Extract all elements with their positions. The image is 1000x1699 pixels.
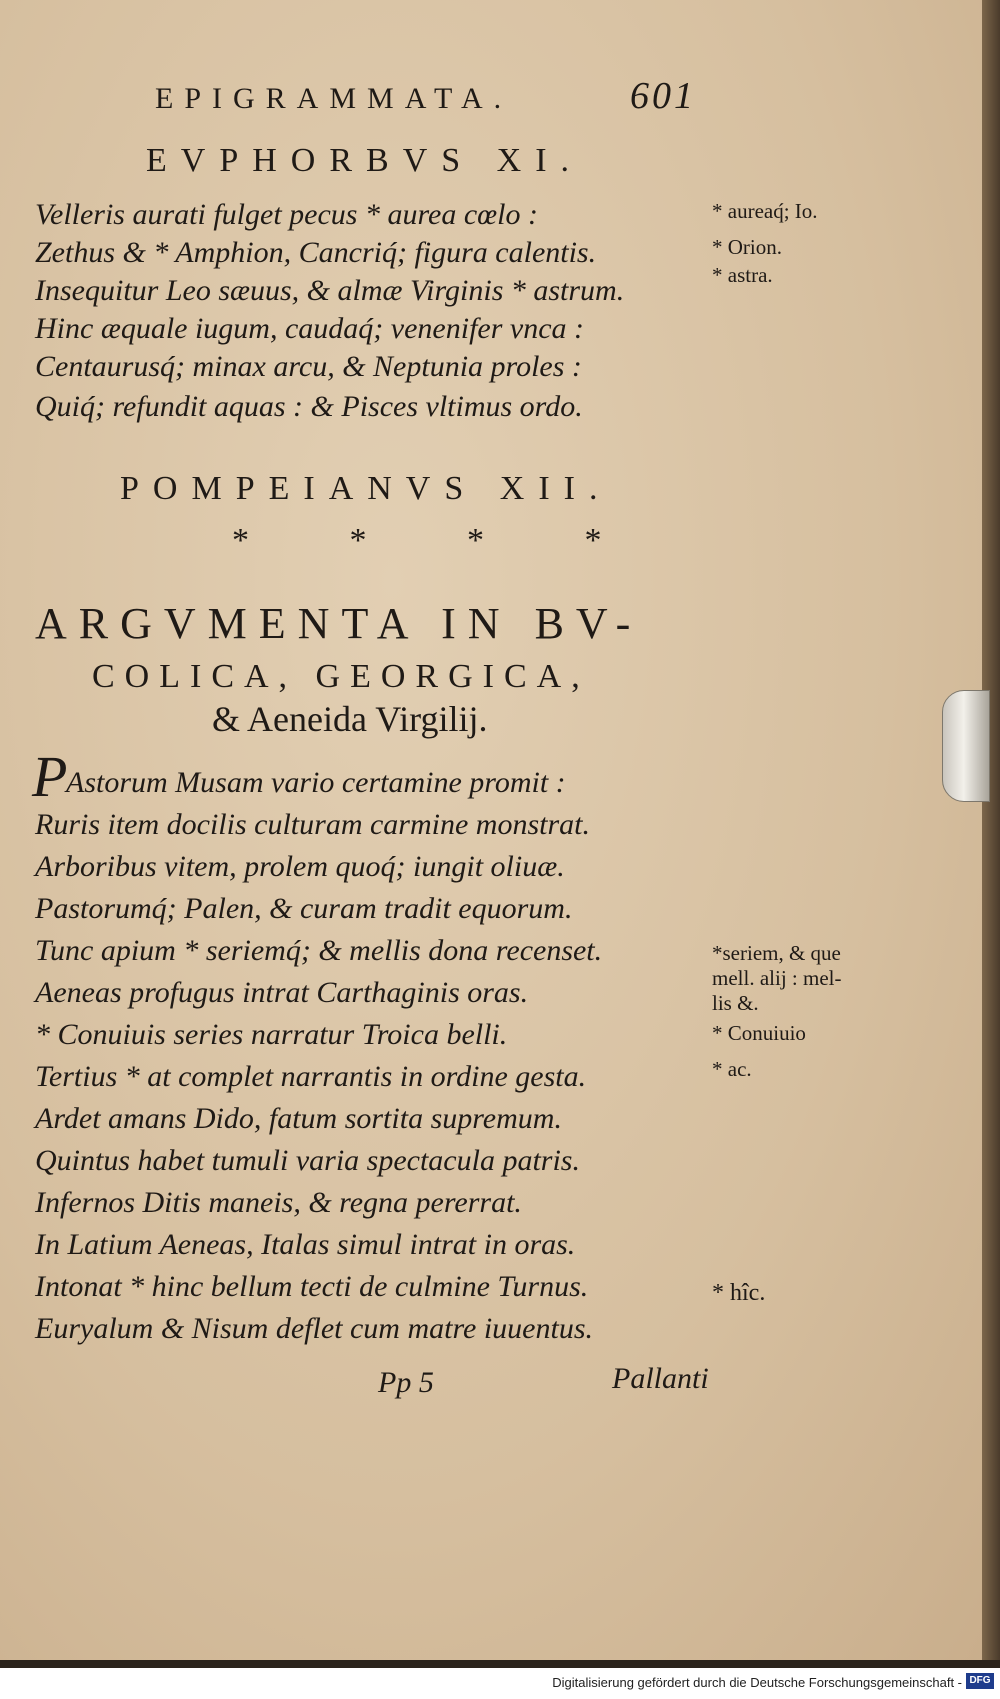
verse-line: Pastorumq́; Palen, & curam tradit equorum. — [35, 892, 573, 925]
section-heading-euphorbus: EVPHORBVS XI. — [146, 142, 584, 179]
margin-note: * Orion. — [712, 235, 782, 259]
margin-note: mell. alij : mel- — [712, 966, 842, 990]
book-spine — [982, 0, 1000, 1660]
drop-cap: P — [32, 744, 68, 809]
margin-note: *seriem, & que — [712, 941, 841, 965]
asterism-stars: * * * * — [232, 522, 648, 559]
title-line-2: COLICA, GEORGICA, — [92, 658, 590, 695]
page-clip — [942, 690, 990, 802]
verse-line: Intonat * hinc bellum tecti de culmine Turnus. — [35, 1270, 589, 1303]
verse-line: Astorum Musam vario certamine promit : — [66, 766, 566, 799]
margin-note: * astra. — [712, 263, 773, 287]
title-line-3: & Aeneida Virgilij. — [212, 699, 488, 739]
margin-note: * hîc. — [712, 1280, 766, 1306]
verse-line: Infernos Ditis maneis, & regna pererrat. — [35, 1186, 522, 1219]
verse-line: Arboribus vitem, prolem quoq́; iungit oliuæ. — [35, 850, 565, 883]
verse-line: Zethus & * Amphion, Cancriq́; figura calentis. — [35, 236, 597, 269]
dfg-logo: DFG — [966, 1673, 994, 1689]
verse-line: * Conuiuis series narratur Troica belli. — [35, 1018, 508, 1051]
verse-line: Aeneas profugus intrat Carthaginis oras. — [35, 976, 529, 1009]
verse-line: Euryalum & Nisum deflet cum matre iuuentus. — [35, 1312, 593, 1345]
verse-line: Tunc apium * seriemq́; & mellis dona recenset. — [35, 934, 603, 967]
margin-note: * ac. — [712, 1057, 752, 1081]
verse-line: Ruris item docilis culturam carmine monstrat. — [35, 808, 590, 841]
title-line-1: ARGVMENTA IN BV- — [35, 599, 643, 648]
verse-line: Quintus habet tumuli varia spectacula patris. — [35, 1144, 580, 1177]
catchword: Pallanti — [612, 1362, 709, 1395]
verse-line: Centaurusq́; minax arcu, & Neptunia proles : — [35, 350, 582, 383]
margin-note: lis &. — [712, 991, 759, 1015]
verse-line: Insequitur Leo sæuus, & almæ Virginis * astrum. — [35, 274, 625, 307]
verse-line: In Latium Aeneas, Italas simul intrat in oras. — [35, 1228, 576, 1261]
credit-text: Digitalisierung gefördert durch die Deutsche Forschungsgemeinschaft - — [552, 1675, 962, 1690]
verse-line: Quiq́; refundit aquas : & Pisces vltimus ordo. — [35, 390, 583, 423]
margin-note: * Conuiuio — [712, 1021, 806, 1045]
page-number: 601 — [630, 75, 696, 117]
verse-line: Ardet amans Dido, fatum sortita supremum. — [35, 1102, 562, 1135]
verse-line: Tertius * at complet narrantis in ordine gesta. — [35, 1060, 587, 1093]
section-heading-pompeianus: POMPEIANVS XII. — [120, 470, 612, 507]
running-title: EPIGRAMMATA. — [155, 82, 513, 115]
verse-line: Velleris aurati fulget pecus * aurea cœlo : — [35, 198, 538, 231]
margin-note: * aureaq́; Io. — [712, 199, 818, 223]
verse-line: Hinc æquale iugum, caudaq́; venenifer vnca : — [35, 312, 585, 345]
signature-mark: Pp 5 — [378, 1366, 434, 1399]
